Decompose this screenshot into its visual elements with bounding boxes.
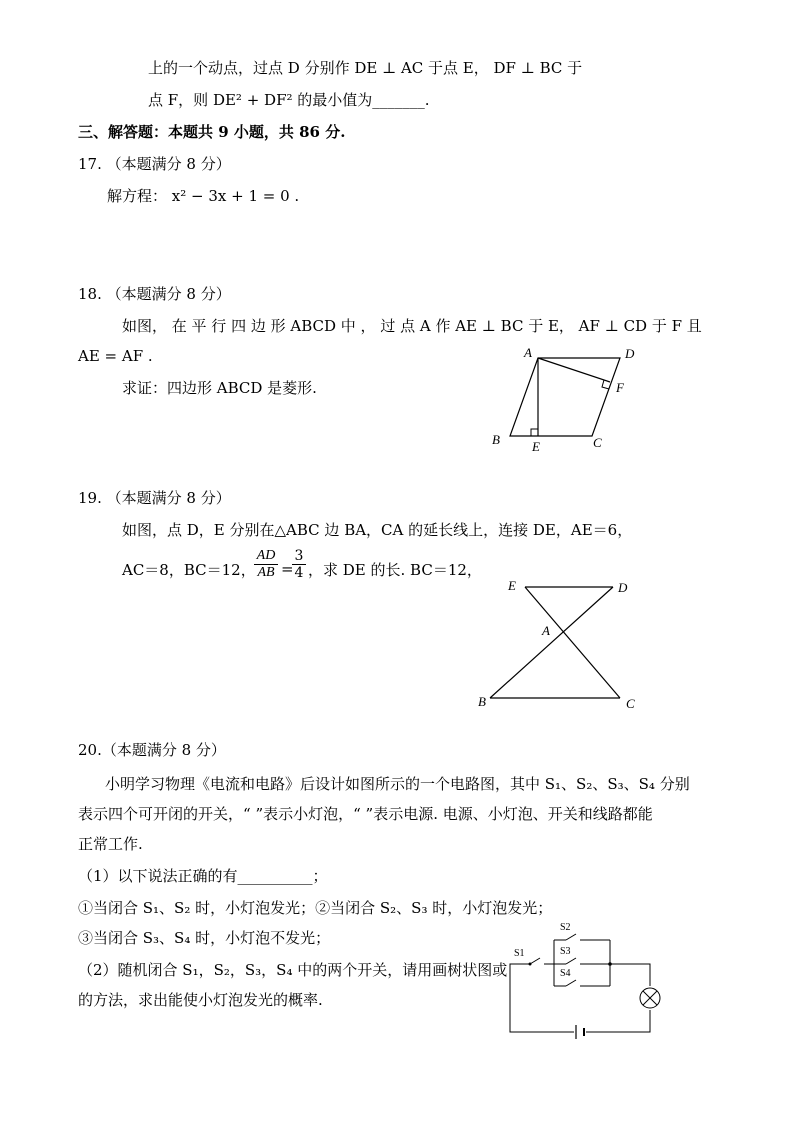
q19-line2b: ，求 DE 的长. BC＝12，	[308, 561, 482, 579]
q20-line1: 小明学习物理《电流和电路》后设计如图所示的一个电路图，其中 S₁、S₂、S₃、S₄ 分别	[105, 775, 690, 793]
q20-options-1-2: ①当闭合 S₁、S₂ 时，小灯泡发光；②当闭合 S₂、S₃ 时，小灯泡发光；	[78, 899, 553, 917]
q19-label-a: A	[542, 623, 550, 638]
q16-line1: 上的一个动点，过点 D 分别作 DE ⊥ AC 于点 E， DF ⊥ BC 于	[148, 59, 583, 77]
q19-label-b: B	[478, 694, 486, 709]
q20-header: 20.（本题满分 8 分）	[78, 741, 226, 759]
q18-line1: 如图， 在 平 行 四 边 形 ABCD 中 ， 过 点 A 作 AE ⊥ BC 于 E， AF ⊥ CD 于 F 且	[122, 317, 702, 335]
bulb-icon	[640, 988, 660, 1008]
q18-label-a: A	[524, 345, 532, 360]
q20-part2a: （2）随机闭合 S₁，S₂，S₃，S₄ 中的两个开关，请用画树状图或	[78, 961, 508, 979]
q20-part2b: 的方法，求出能使小灯泡发光的概率.	[78, 991, 323, 1009]
q18-label-f: F	[616, 380, 624, 395]
q18-line3: 求证：四边形 ABCD 是菱形.	[122, 379, 317, 397]
switch-label-s3: S3	[560, 946, 571, 957]
section-title: 三、解答题：本题共 9 小题，共 86 分.	[78, 123, 346, 141]
switch-label-s1: S1	[514, 948, 525, 959]
switch-label-s2: S2	[560, 922, 571, 933]
q19-line1: 如图，点 D，E 分别在△ABC 边 BA，CA 的延长线上，连接 DE，AE＝6，	[122, 521, 633, 539]
q20-circuit-figure	[500, 918, 670, 1040]
q19-frac-num: AD	[256, 548, 276, 563]
q19-ratio-fraction	[254, 548, 278, 581]
q19-label-c: C	[626, 696, 635, 711]
q20-line2: 表示四个可开闭的开关，“ ”表示小灯泡，“ ”表示电源. 电源、小灯泡、开关和线路都能	[78, 805, 653, 823]
q19-header: 19. （本题满分 8 分）	[78, 489, 231, 507]
q19-eq-den: 4	[292, 564, 306, 581]
q17-body: 解方程： x² − 3x + 1 = 0 .	[107, 187, 300, 205]
q18-header: 18. （本题满分 8 分）	[78, 285, 231, 303]
q16-line2: 点 F，则 DE² + DF² 的最小值为_______.	[148, 91, 430, 109]
q18-line2: AE = AF .	[78, 347, 153, 365]
q19-label-e: E	[508, 578, 516, 593]
q17-header: 17. （本题满分 8 分）	[78, 155, 231, 173]
q19-eq-num: 3	[294, 548, 304, 564]
q19-line2a: AC＝8，BC＝12，	[122, 561, 256, 579]
switch-label-s4: S4	[560, 968, 571, 979]
q18-label-e: E	[532, 439, 540, 454]
q18-parallelogram-figure	[480, 340, 650, 460]
q19-triangle-figure	[470, 572, 650, 712]
q19-label-d: D	[618, 580, 628, 595]
q20-option-3: ③当闭合 S₃、S₄ 时，小灯泡不发光；	[78, 929, 331, 947]
q20-line3: 正常工作.	[78, 835, 143, 853]
q19-ratio-value	[292, 548, 306, 581]
q19-frac-den: AB	[254, 564, 278, 581]
q18-label-d: D	[625, 346, 635, 361]
q20-part1: （1）以下说法正确的有__________；	[78, 867, 328, 885]
q18-label-c: C	[593, 435, 602, 450]
q19-equals: =	[281, 560, 294, 578]
q18-label-b: B	[492, 432, 500, 447]
